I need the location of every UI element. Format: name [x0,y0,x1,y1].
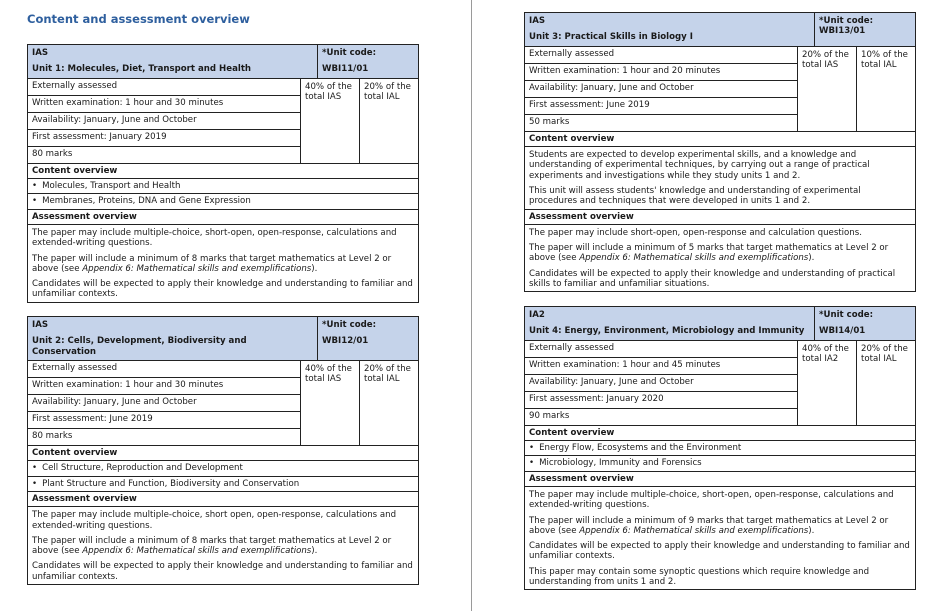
weight-ias: 20% of the total IAS [797,47,856,131]
weight-ial: 20% of the total IAL [359,79,418,163]
unit-level: IA2 [529,310,545,320]
unit-code: WBI13/01 [819,26,866,37]
info-line: Externally assessed [525,47,797,64]
info-line: Externally assessed [525,341,797,358]
content-overview-heading: Content overview [28,446,418,461]
content-para: This unit will assess students' knowledge and understanding of experimental procedures and techniques that were developed in units 1 and 2. [529,185,861,207]
unit-header [28,317,418,361]
weight-ias: 40% of the total IAS [300,361,359,445]
unit-name: Unit 4: Energy, Environment, Microbiology and Immunity [529,326,805,337]
assessment-para: The paper will include a minimum of 9 marks that target mathematics at Level 2 or above (see Appendix 6: Mathematical skills and exemplifications). [529,515,889,536]
info-line: Written examination: 1 hour and 30 minutes [28,378,300,395]
unit-3-table [524,12,916,292]
info-line: Written examination: 1 hour and 30 minutes [28,96,300,113]
weight-ial: 20% of the total IAL [856,341,915,425]
assessment-para: The paper may include multiple-choice, short-open, open-response, calculations and extended-writing questions. [529,489,894,511]
unit-level: IAS [529,16,546,26]
assessment-para: Candidates will be expected to apply their knowledge and understanding to familiar and unfamiliar contexts. [529,541,910,562]
info-line: 80 marks [32,148,73,159]
info-line: First assessment: January 2019 [28,130,300,147]
unit-1-table [27,44,419,303]
assessment-para: The paper may include multiple-choice, short-open, open-response, calculations and extended-writing questions. [32,227,397,249]
assessment-para: The paper will include a minimum of 5 marks that target mathematics at Level 2 or above (see Appendix 6: Mathematical skills and exemplifications). [529,243,889,264]
weight-ias: 40% of the total IAS [300,79,359,163]
assessment-para: Candidates will be expected to apply their knowledge and understanding to familiar and unfamiliar contexts. [32,279,413,300]
unit-info-row [28,79,418,164]
assessment-para: The paper will include a minimum of 8 marks that target mathematics at Level 2 or above (see Appendix 6: Mathematical skills and exemplifications). [32,253,392,274]
unit-code: WBI12/01 [322,336,369,347]
unit-header [525,13,915,47]
weight-ias: 40% of the total IA2 [797,341,856,425]
assessment-overview-heading: Assessment overview [525,472,915,487]
unit-info-row [525,47,915,132]
unit-code-label: *Unit code: [322,48,377,58]
page-title: Content and assessment overview [27,12,250,26]
info-line: 50 marks [529,116,570,127]
assessment-overview-heading: Assessment overview [28,492,418,507]
unit-4-table [524,306,916,590]
info-line: First assessment: June 2019 [28,412,300,429]
info-line: Availability: January, June and October [525,375,797,392]
info-line: First assessment: June 2019 [525,98,797,115]
unit-level: IAS [32,48,49,58]
unit-header [525,307,915,341]
weight-ial: 20% of the total IAL [359,361,418,445]
content-item: • Energy Flow, Ecosystems and the Environment [525,441,915,456]
unit-code-label: *Unit code: [819,310,874,320]
info-line: Availability: January, June and October [525,81,797,98]
assessment-para: The paper will include a minimum of 8 marks that target mathematics at Level 2 or above (see Appendix 6: Mathematical skills and exemplifications). [32,535,392,557]
unit-code-label: *Unit code: [819,16,874,26]
info-line: Availability: January, June and October [28,395,300,412]
content-overview-heading: Content overview [525,426,915,441]
assessment-para: The paper may include multiple-choice, short open, open-response, calculations and extended-writing questions. [32,510,397,531]
unit-name: Unit 3: Practical Skills in Biology I [529,32,693,43]
assessment-overview-heading: Assessment overview [28,210,418,225]
info-line: Written examination: 1 hour and 20 minutes [525,64,797,81]
assessment-overview-heading: Assessment overview [525,210,915,225]
unit-name: Unit 2: Cells, Development, Biodiversity and Conservation [32,336,247,357]
content-overview-heading: Content overview [28,164,418,179]
content-overview-heading: Content overview [525,132,915,147]
unit-code: WBI11/01 [322,64,369,75]
content-item: • Plant Structure and Function, Biodiversity and Conservation [28,477,418,492]
unit-name: Unit 1: Molecules, Diet, Transport and Health [32,64,252,75]
info-line: First assessment: January 2020 [525,392,797,409]
assessment-para: This paper may contain some synoptic questions which require knowledge and understanding from units 1 and 2. [529,566,870,588]
info-line: Written examination: 1 hour and 45 minutes [525,358,797,375]
info-line: 90 marks [529,410,570,421]
assessment-para: The paper may include short-open, open-response and calculation questions. [529,227,862,238]
unit-info-row [525,341,915,426]
info-line: Externally assessed [28,79,300,96]
content-item: • Microbiology, Immunity and Forensics [525,456,915,471]
info-line: 80 marks [32,430,73,441]
unit-code: WBI14/01 [819,326,866,337]
weight-ial: 10% of the total IAL [856,47,915,131]
unit-header [28,45,418,79]
unit-info-row [28,361,418,446]
unit-2-table [27,316,419,585]
content-item: • Membranes, Proteins, DNA and Gene Expression [28,194,418,209]
content-item: • Molecules, Transport and Health [28,179,418,194]
content-item: • Cell Structure, Reproduction and Development [28,461,418,476]
info-line: Externally assessed [28,361,300,378]
page-divider [471,0,472,611]
info-line: Availability: January, June and October [28,113,300,130]
unit-level: IAS [32,320,49,330]
unit-code-label: *Unit code: [322,320,377,330]
assessment-para: Candidates will be expected to apply their knowledge and understanding to familiar and unfamiliar contexts. [32,561,413,582]
content-para: Students are expected to develop experimental skills, and a knowledge and understanding of experimental techniques, by carrying out a range of practical experiments and investigations while they study units 1 and 2. [529,149,870,181]
assessment-para: Candidates will be expected to apply their knowledge and understanding of practical skills to familiar and unfamiliar situations. [529,268,896,290]
